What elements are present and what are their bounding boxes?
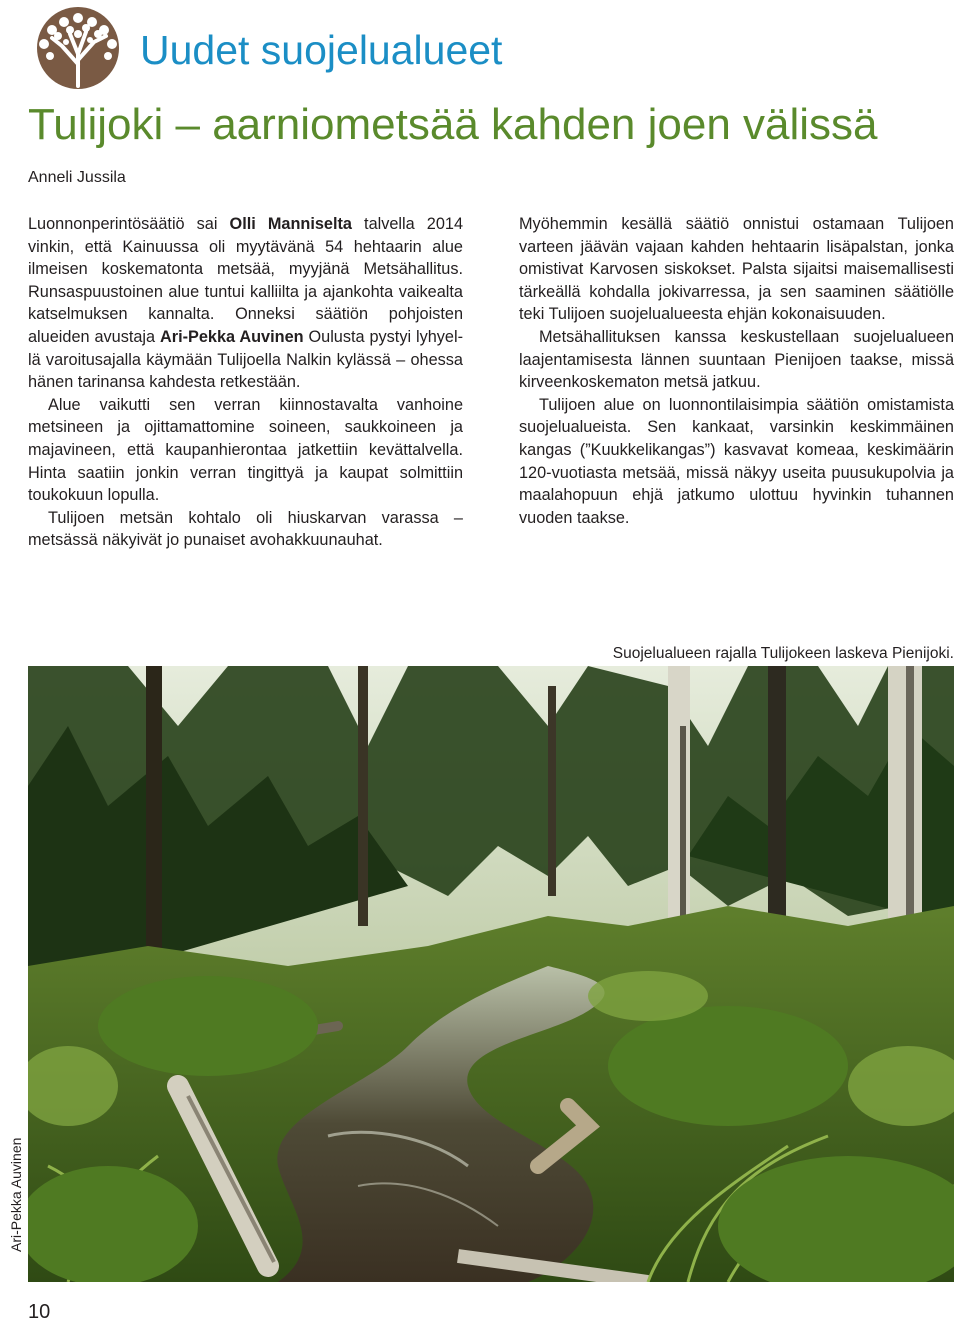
photo-credit: Ari-Pekka Auvinen — [8, 1137, 24, 1252]
paragraph: Luonnonperintösäätiö sai Olli Manniselta talvella 2014 vinkin, että Kainuussa oli myytävänä 54 hehtaarin alue ilmeisen koskematonta metsää, myyjänä Metsähallitus. Runsaspuustoinen alue tuntui kalliilta ja ajankohta vaikealta katselmuksen kannalta. Onneksi säätiön pohjoisten alueiden avustaja Ari-Pekka Auvinen Oulusta pystyi lyhyellä varoitusajalla käymään Tulijoella Nalkin kylässä – ohessa hänen tarinansa kahdesta retkestään. — [28, 215, 463, 392]
paragraph: Alue vaikutti sen verran kiinnostavalta vanhoine metsineen ja ojittamattomine soineen, saukkoineen ja majavineen, että kaupanhierontaa jatkettiin kevättalvella. Hinta saatiin jonkin verran tingittyä ja kaupat solmittiin toukokuun lopulla. — [28, 395, 463, 505]
section-title: Uudet suojelualueet — [140, 27, 503, 73]
paragraph: Metsähallituksen kanssa keskustellaan suojelualueen laajentamisesta lännen suuntaan Pienijoen taakse, missä kirveenkoskematon metsä jatkuu. — [519, 327, 954, 392]
article-title: Tulijoki – aarniometsää kahden joen välissä — [28, 100, 878, 149]
page-number: 10 — [28, 1301, 51, 1323]
left-column — [28, 213, 463, 552]
author-name: Anneli Jussila — [28, 169, 126, 186]
photo-caption: Suojelualueen rajalla Tulijokeen laskeva Pienijoki. — [612, 645, 954, 662]
right-column — [519, 213, 954, 529]
paragraph: Tulijoen alue on luonnontilaisimpia säätiön omistamista suojelualueista. Sen kankaat, varsinkin keskimmäinen kangas (”Kuukkelikangas”) kasvavat komeaa, keskimäärin 120-vuotiasta metsää, missä näkyy useita puusukupolvia ja maalahopuun ehjä jatkumo ulottuu hyvinkin tuhannen vuoden taakse. — [519, 395, 954, 527]
person-name: Ari-Pekka Auvinen — [159, 327, 304, 346]
person-name: Olli Manniselta — [229, 215, 352, 233]
forest-stream-photo — [28, 666, 954, 1282]
paragraph: Tulijoen metsän kohtalo oli hiuskarvan varassa – metsässä näkyivät jo punaiset avohakkuunauhat. — [28, 508, 463, 550]
paragraph: Myöhemmin kesällä säätiö onnistui ostamaan Tulijoen varteen jäävän vajaan kahden hehtaarin lisäpalstan, jonka omistivat Karvosen siskokset. Palsta sijaitsi maisemallisesti tärkeällä kohdalla jokivarressa, ja sen saaminen säätiölle teki Tulijoen suojelualueesta ehjän kokonaisuuden. — [519, 215, 954, 324]
tree-logo-icon — [24, 4, 132, 96]
